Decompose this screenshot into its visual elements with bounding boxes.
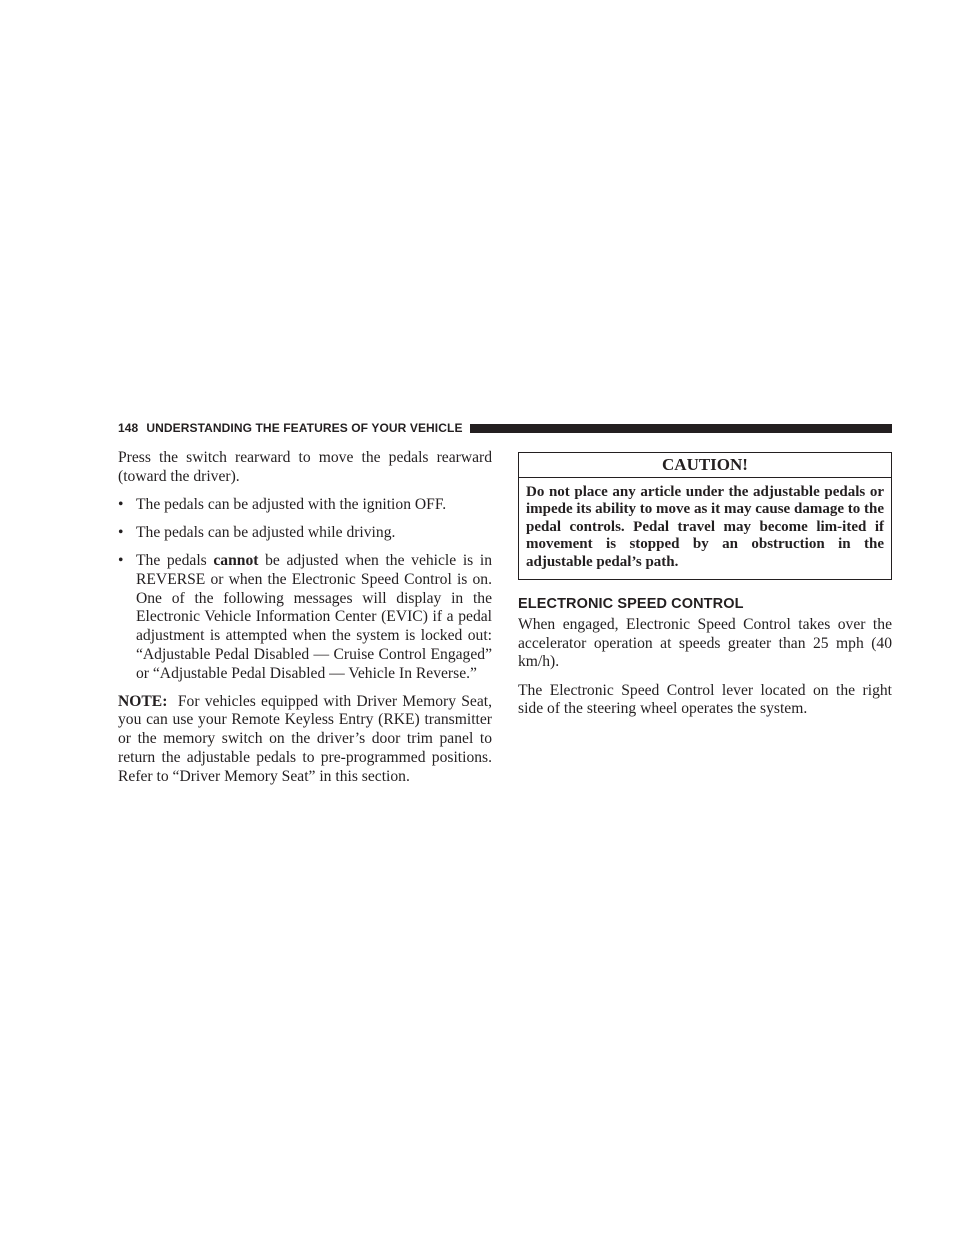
- note-paragraph: [118, 693, 492, 787]
- right-column: [518, 449, 892, 728]
- caution-text: Do not place any article under the adjustable pedals or impede its ability to move as it may cause damage to the pedal controls. Pedal travel may become lim-ited if movement is stopped by an obstruction in the adjustable pedal’s path.: [526, 483, 884, 570]
- header-rule: [470, 424, 892, 433]
- bullet-text-post: be adjusted when the vehicle is in REVERSE or when the Electronic Speed Control is on. One of the following messages will display in the Electronic Vehicle Information Center (EVIC) if a pedal adjustment is attempted when the system is locked out: “Adjustable Pedal Disabled — Cruise Control Engaged” or “Adjustable Pedal Disabled — Vehicle In Reverse.”: [136, 552, 492, 682]
- body-paragraph: When engaged, Electronic Speed Control takes over the accelerator operation at speeds greater than 25 mph (40 km/h).: [518, 615, 892, 671]
- section-title: UNDERSTANDING THE FEATURES OF YOUR VEHICLE: [146, 421, 463, 435]
- bullet-icon: •: [118, 524, 124, 542]
- bullet-item: [118, 552, 492, 683]
- note-text: For vehicles equipped with Driver Memory Seat, you can use your Remote Keyless Entry (RKE) transmitter or the memory switch on the driver’s door trim panel to return the adjustable pedals to pre-programmed positions. Refer to “Driver Memory Seat” in this section.: [118, 692, 492, 785]
- body-paragraph: The Electronic Speed Control lever located on the right side of the steering wheel operates the system.: [518, 681, 892, 718]
- left-column: [118, 449, 492, 796]
- caution-box: [518, 452, 892, 580]
- page-number: 148: [118, 421, 139, 435]
- bullet-text: The pedals can be adjusted with the ignition OFF.: [136, 495, 447, 513]
- bullet-text: The pedals can be adjusted while driving.: [136, 524, 396, 542]
- intro-paragraph: Press the switch rearward to move the pedals rearward (toward the driver).: [118, 449, 492, 485]
- bullet-text-pre: The pedals: [136, 552, 214, 570]
- page-header: [118, 419, 892, 437]
- bullet-item: [118, 496, 492, 515]
- bullet-icon: •: [118, 552, 124, 570]
- bullet-item: [118, 524, 492, 543]
- note-label: NOTE:: [118, 692, 168, 710]
- section-heading: ELECTRONIC SPEED CONTROL: [518, 596, 744, 613]
- caution-title: CAUTION!: [519, 453, 891, 478]
- bullet-list: [118, 496, 492, 683]
- bullet-emphasis: cannot: [213, 552, 259, 570]
- bullet-icon: •: [118, 495, 124, 513]
